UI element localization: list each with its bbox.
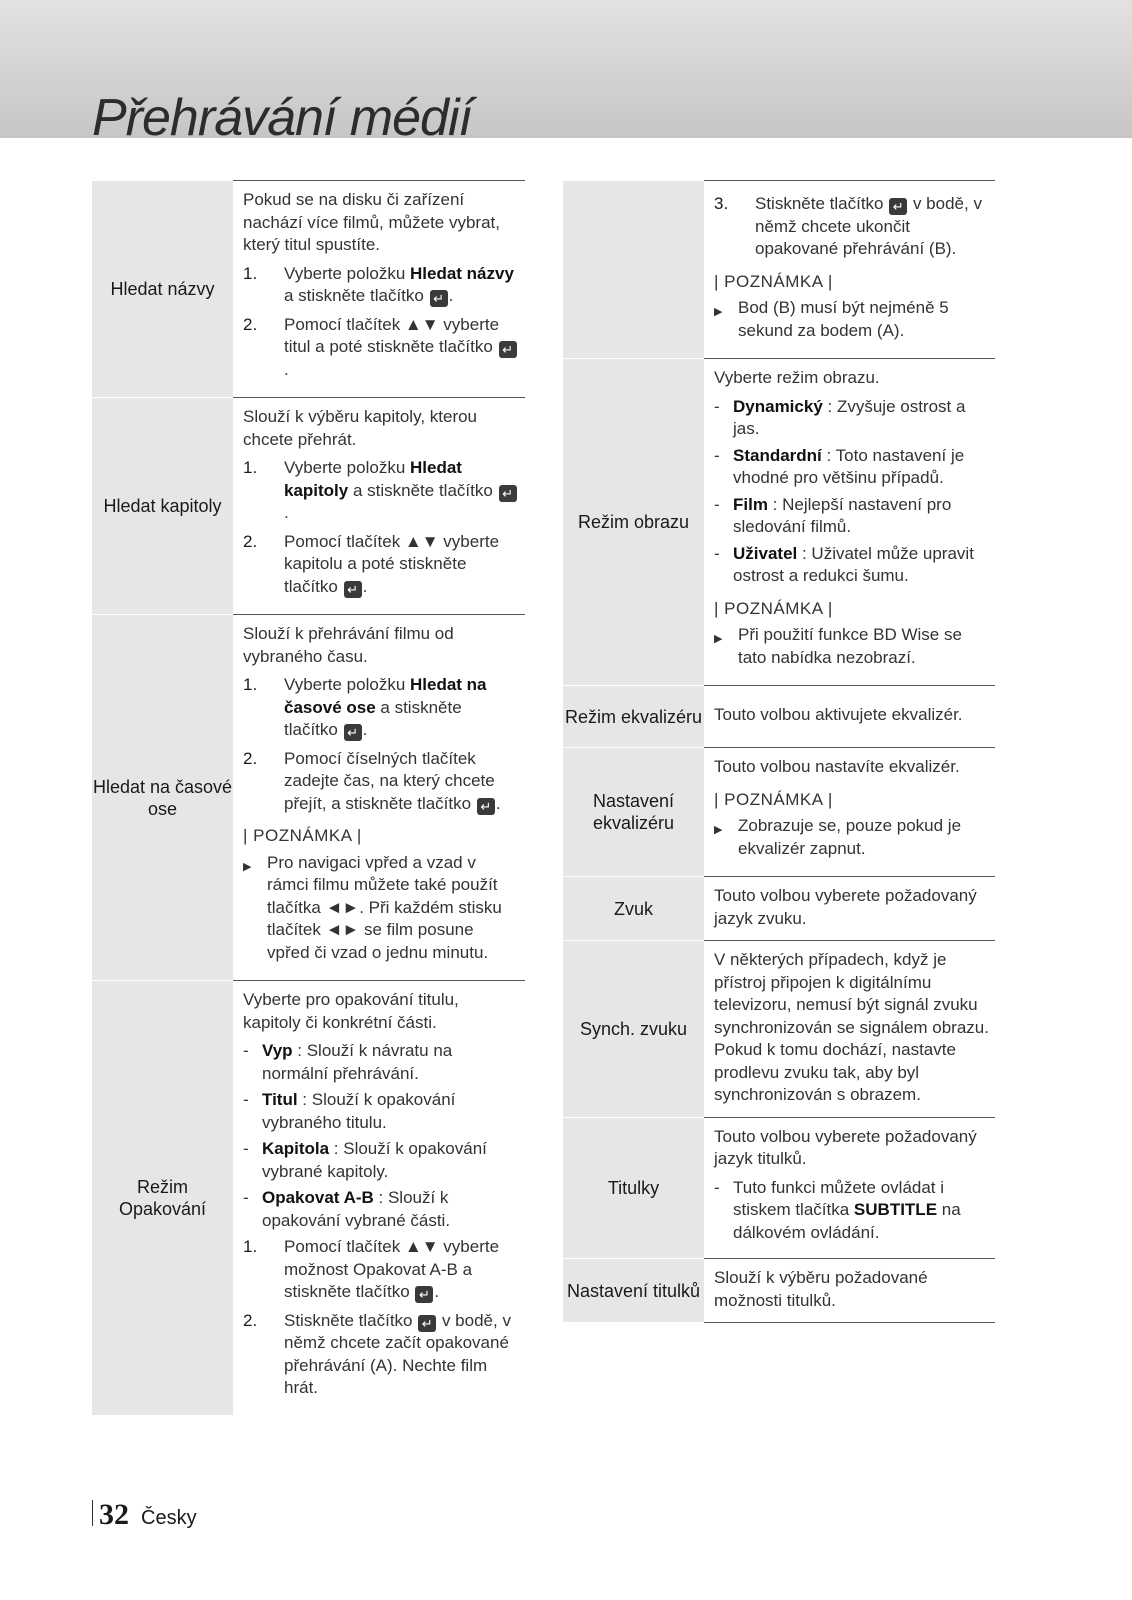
description: Vyberte pro opakování titulu, kapitoly či konkrétní části. bbox=[243, 990, 459, 1032]
note-item bbox=[714, 815, 989, 860]
step-number: 2. bbox=[243, 314, 258, 334]
option-item: - Standardní : Toto nastavení je vhodné pro většinu případů. bbox=[714, 445, 965, 487]
menu-table-left bbox=[92, 180, 525, 1416]
row-content bbox=[704, 1259, 995, 1323]
row-label: Režim Opakování bbox=[92, 981, 233, 1416]
note-item bbox=[714, 624, 989, 669]
note-title: | POZNÁMKA | bbox=[714, 598, 833, 618]
option-item: - Film : Nejlepší nastavení pro sledování filmů. bbox=[714, 494, 952, 536]
step-number: 2. bbox=[243, 748, 258, 768]
description: Pokud se na disku či zařízení nachází více filmů, můžete vybrat, který titul spustíte. bbox=[243, 190, 500, 254]
row-zvuk bbox=[563, 877, 995, 941]
option-item: - Titul : Slouží k opakování vybraného titulu. bbox=[243, 1090, 456, 1132]
row-content bbox=[233, 398, 525, 615]
note-text: Zobrazuje se, pouze pokud je ekvalizér zapnut. bbox=[738, 816, 962, 858]
note-item bbox=[714, 297, 989, 342]
step-text: Vyberte položku Hledat kapitoly a stiskněte tlačítko ↵. bbox=[284, 457, 519, 525]
enter-button-icon: ↵ bbox=[499, 341, 517, 358]
step-text: Pomocí tlačítek ▲▼ vyberte kapitolu a poté stiskněte tlačítko ↵ . bbox=[284, 531, 500, 597]
row-content bbox=[233, 981, 525, 1416]
enter-button-icon: ↵ bbox=[499, 485, 517, 502]
enter-button-icon: ↵ bbox=[344, 581, 362, 598]
page-number: 32 bbox=[99, 1498, 129, 1531]
row-hledat-na-casove-ose bbox=[92, 615, 525, 981]
enter-button-icon: ↵ bbox=[889, 198, 907, 215]
enter-button-icon: ↵ bbox=[415, 1286, 433, 1303]
step-text: Pomocí tlačítek ▲▼ vyberte možnost Opakovat A-B a stiskněte tlačítko ↵ . bbox=[284, 1237, 500, 1302]
row-label: Zvuk bbox=[563, 877, 704, 941]
row-label: Režim ekvalizéru bbox=[563, 686, 704, 748]
step-item bbox=[243, 1310, 519, 1400]
note-title: | POZNÁMKA | bbox=[243, 826, 362, 845]
enter-button-icon: ↵ bbox=[430, 290, 448, 307]
step-item bbox=[714, 193, 989, 261]
row-synch-zvuku bbox=[563, 941, 995, 1118]
step-number: 2. bbox=[243, 1310, 258, 1330]
row-rezim-obrazu bbox=[563, 359, 995, 686]
row-content bbox=[704, 1117, 995, 1259]
row-content bbox=[704, 686, 995, 748]
description: Slouží k výběru kapitoly, kterou chcete přehrát. bbox=[243, 407, 478, 449]
enter-button-icon: ↵ bbox=[344, 724, 362, 741]
row-label: Hledat názvy bbox=[92, 181, 233, 398]
row-label: Režim obrazu bbox=[563, 359, 704, 686]
row-label: Nastavení ekvalizéru bbox=[563, 748, 704, 877]
step-text: Pomocí tlačítek ▲▼ vyberte titul a poté stiskněte tlačítko ↵. bbox=[284, 314, 519, 382]
option-item: - Tuto funkci můžete ovládat i stiskem tlačítka SUBTITLE na dálkovém ovládání. bbox=[714, 1177, 961, 1242]
row-content bbox=[704, 181, 995, 359]
enter-button-icon: ↵ bbox=[477, 798, 495, 815]
row-label bbox=[563, 181, 704, 359]
row-content bbox=[704, 748, 995, 877]
description: Touto volbou aktivujete ekvalizér. bbox=[714, 705, 963, 725]
row-nastaveni-titulku bbox=[563, 1259, 995, 1323]
note-text: Pro navigaci vpřed a vzad v rámci filmu můžete také použít tlačítka ◄►. Při každém stisku tlačítek ◄► se film posune vpřed či vzad o jednu minutu. bbox=[267, 852, 502, 962]
step-number: 1. bbox=[243, 263, 258, 283]
description: Vyberte režim obrazu. bbox=[714, 368, 880, 387]
row-titulky bbox=[563, 1117, 995, 1259]
description: Touto volbou vyberete požadovaný jazyk zvuku. bbox=[714, 886, 977, 928]
description: V některých případech, když je přístroj připojen k digitálnímu televizoru, nemusí být signál zvuku synchronizován se signálem obrazu. Pokud k tomu dochází, nastavte prodlevu zvuku tak, aby byl synchronizován s obrazem. bbox=[714, 950, 989, 1104]
triangle-right-icon: ▶ bbox=[243, 860, 252, 873]
step-item bbox=[243, 674, 519, 742]
triangle-right-icon: ▶ bbox=[714, 306, 723, 318]
row-label: Hledat kapitoly bbox=[92, 398, 233, 615]
triangle-right-icon: ▶ bbox=[714, 824, 723, 836]
option-item: - Uživatel : Uživatel může upravit ostrost a redukci šumu. bbox=[714, 543, 974, 585]
option-item: - Vyp : Slouží k návratu na normální přehrávání. bbox=[243, 1041, 453, 1083]
step-text: Vyberte položku Hledat na časové ose a stiskněte tlačítko ↵ . bbox=[284, 675, 487, 740]
menu-table-right bbox=[563, 180, 995, 1323]
option-item: - Opakovat A-B : Slouží k opakování vybrané části. bbox=[243, 1188, 451, 1230]
step-item bbox=[243, 457, 519, 525]
note-title: | POZNÁMKA | bbox=[714, 789, 833, 809]
note-text: Bod (B) musí být nejméně 5 sekund za bodem (A). bbox=[738, 298, 949, 340]
row-content bbox=[233, 181, 525, 398]
step-number: 3. bbox=[714, 194, 729, 213]
row-label: Hledat na časové ose bbox=[92, 615, 233, 981]
triangle-right-icon: ▶ bbox=[714, 633, 723, 645]
page-language: Česky bbox=[141, 1507, 197, 1529]
step-item bbox=[243, 748, 519, 816]
description: Slouží k výběru požadované možnosti titulků. bbox=[714, 1268, 928, 1310]
note-title: | POZNÁMKA | bbox=[714, 271, 833, 291]
step-item bbox=[243, 263, 519, 308]
row-hledat-nazvy bbox=[92, 181, 525, 398]
step-item bbox=[243, 1236, 519, 1304]
note-item bbox=[243, 852, 519, 965]
option-item: - Kapitola : Slouží k opakování vybrané kapitoly. bbox=[243, 1139, 487, 1181]
row-opakovani-pokracovani bbox=[563, 181, 995, 359]
row-label: Nastavení titulků bbox=[563, 1259, 704, 1323]
row-content bbox=[704, 941, 995, 1118]
step-number: 1. bbox=[243, 675, 258, 694]
step-item bbox=[243, 531, 519, 599]
row-rezim-ekvalizeru bbox=[563, 686, 995, 748]
description: Touto volbou vyberete požadovaný jazyk titulků. bbox=[714, 1126, 977, 1168]
row-label: Synch. zvuku bbox=[563, 941, 704, 1118]
row-nastaveni-ekvalizeru bbox=[563, 748, 995, 877]
row-label: Titulky bbox=[563, 1117, 704, 1259]
step-text: Pomocí číselných tlačítek zadejte čas, na který chcete přejít, a stiskněte tlačítko ↵ . bbox=[284, 748, 501, 814]
step-text: Stiskněte tlačítko ↵ v bodě, v němž chcete začít opakované přehrávání (A). Nechte film hrát. bbox=[284, 1310, 511, 1397]
note-text: Při použití funkce BD Wise se tato nabídka nezobrazí. bbox=[738, 625, 962, 667]
step-number: 2. bbox=[243, 531, 258, 551]
row-rezim-opakovani bbox=[92, 981, 525, 1416]
row-content bbox=[233, 615, 525, 981]
page-footer bbox=[92, 1498, 197, 1531]
description: Slouží k přehrávání filmu od vybraného času. bbox=[243, 624, 454, 666]
step-number: 1. bbox=[243, 1237, 258, 1256]
step-text: Stiskněte tlačítko ↵ v bodě, v němž chcete ukončit opakované přehrávání (B). bbox=[755, 194, 982, 258]
option-item: - Dynamický : Zvyšuje ostrost a jas. bbox=[714, 396, 966, 438]
step-item bbox=[243, 314, 519, 382]
page-title: Přehrávání médií bbox=[92, 89, 472, 147]
row-content bbox=[704, 359, 995, 686]
step-text: Vyberte položku Hledat názvy a stiskněte tlačítko ↵ . bbox=[284, 263, 514, 306]
row-content bbox=[704, 877, 995, 941]
footer-divider bbox=[92, 1500, 93, 1526]
row-hledat-kapitoly bbox=[92, 398, 525, 615]
description: Touto volbou nastavíte ekvalizér. bbox=[714, 757, 960, 776]
step-number: 1. bbox=[243, 458, 258, 477]
enter-button-icon: ↵ bbox=[418, 1315, 436, 1332]
